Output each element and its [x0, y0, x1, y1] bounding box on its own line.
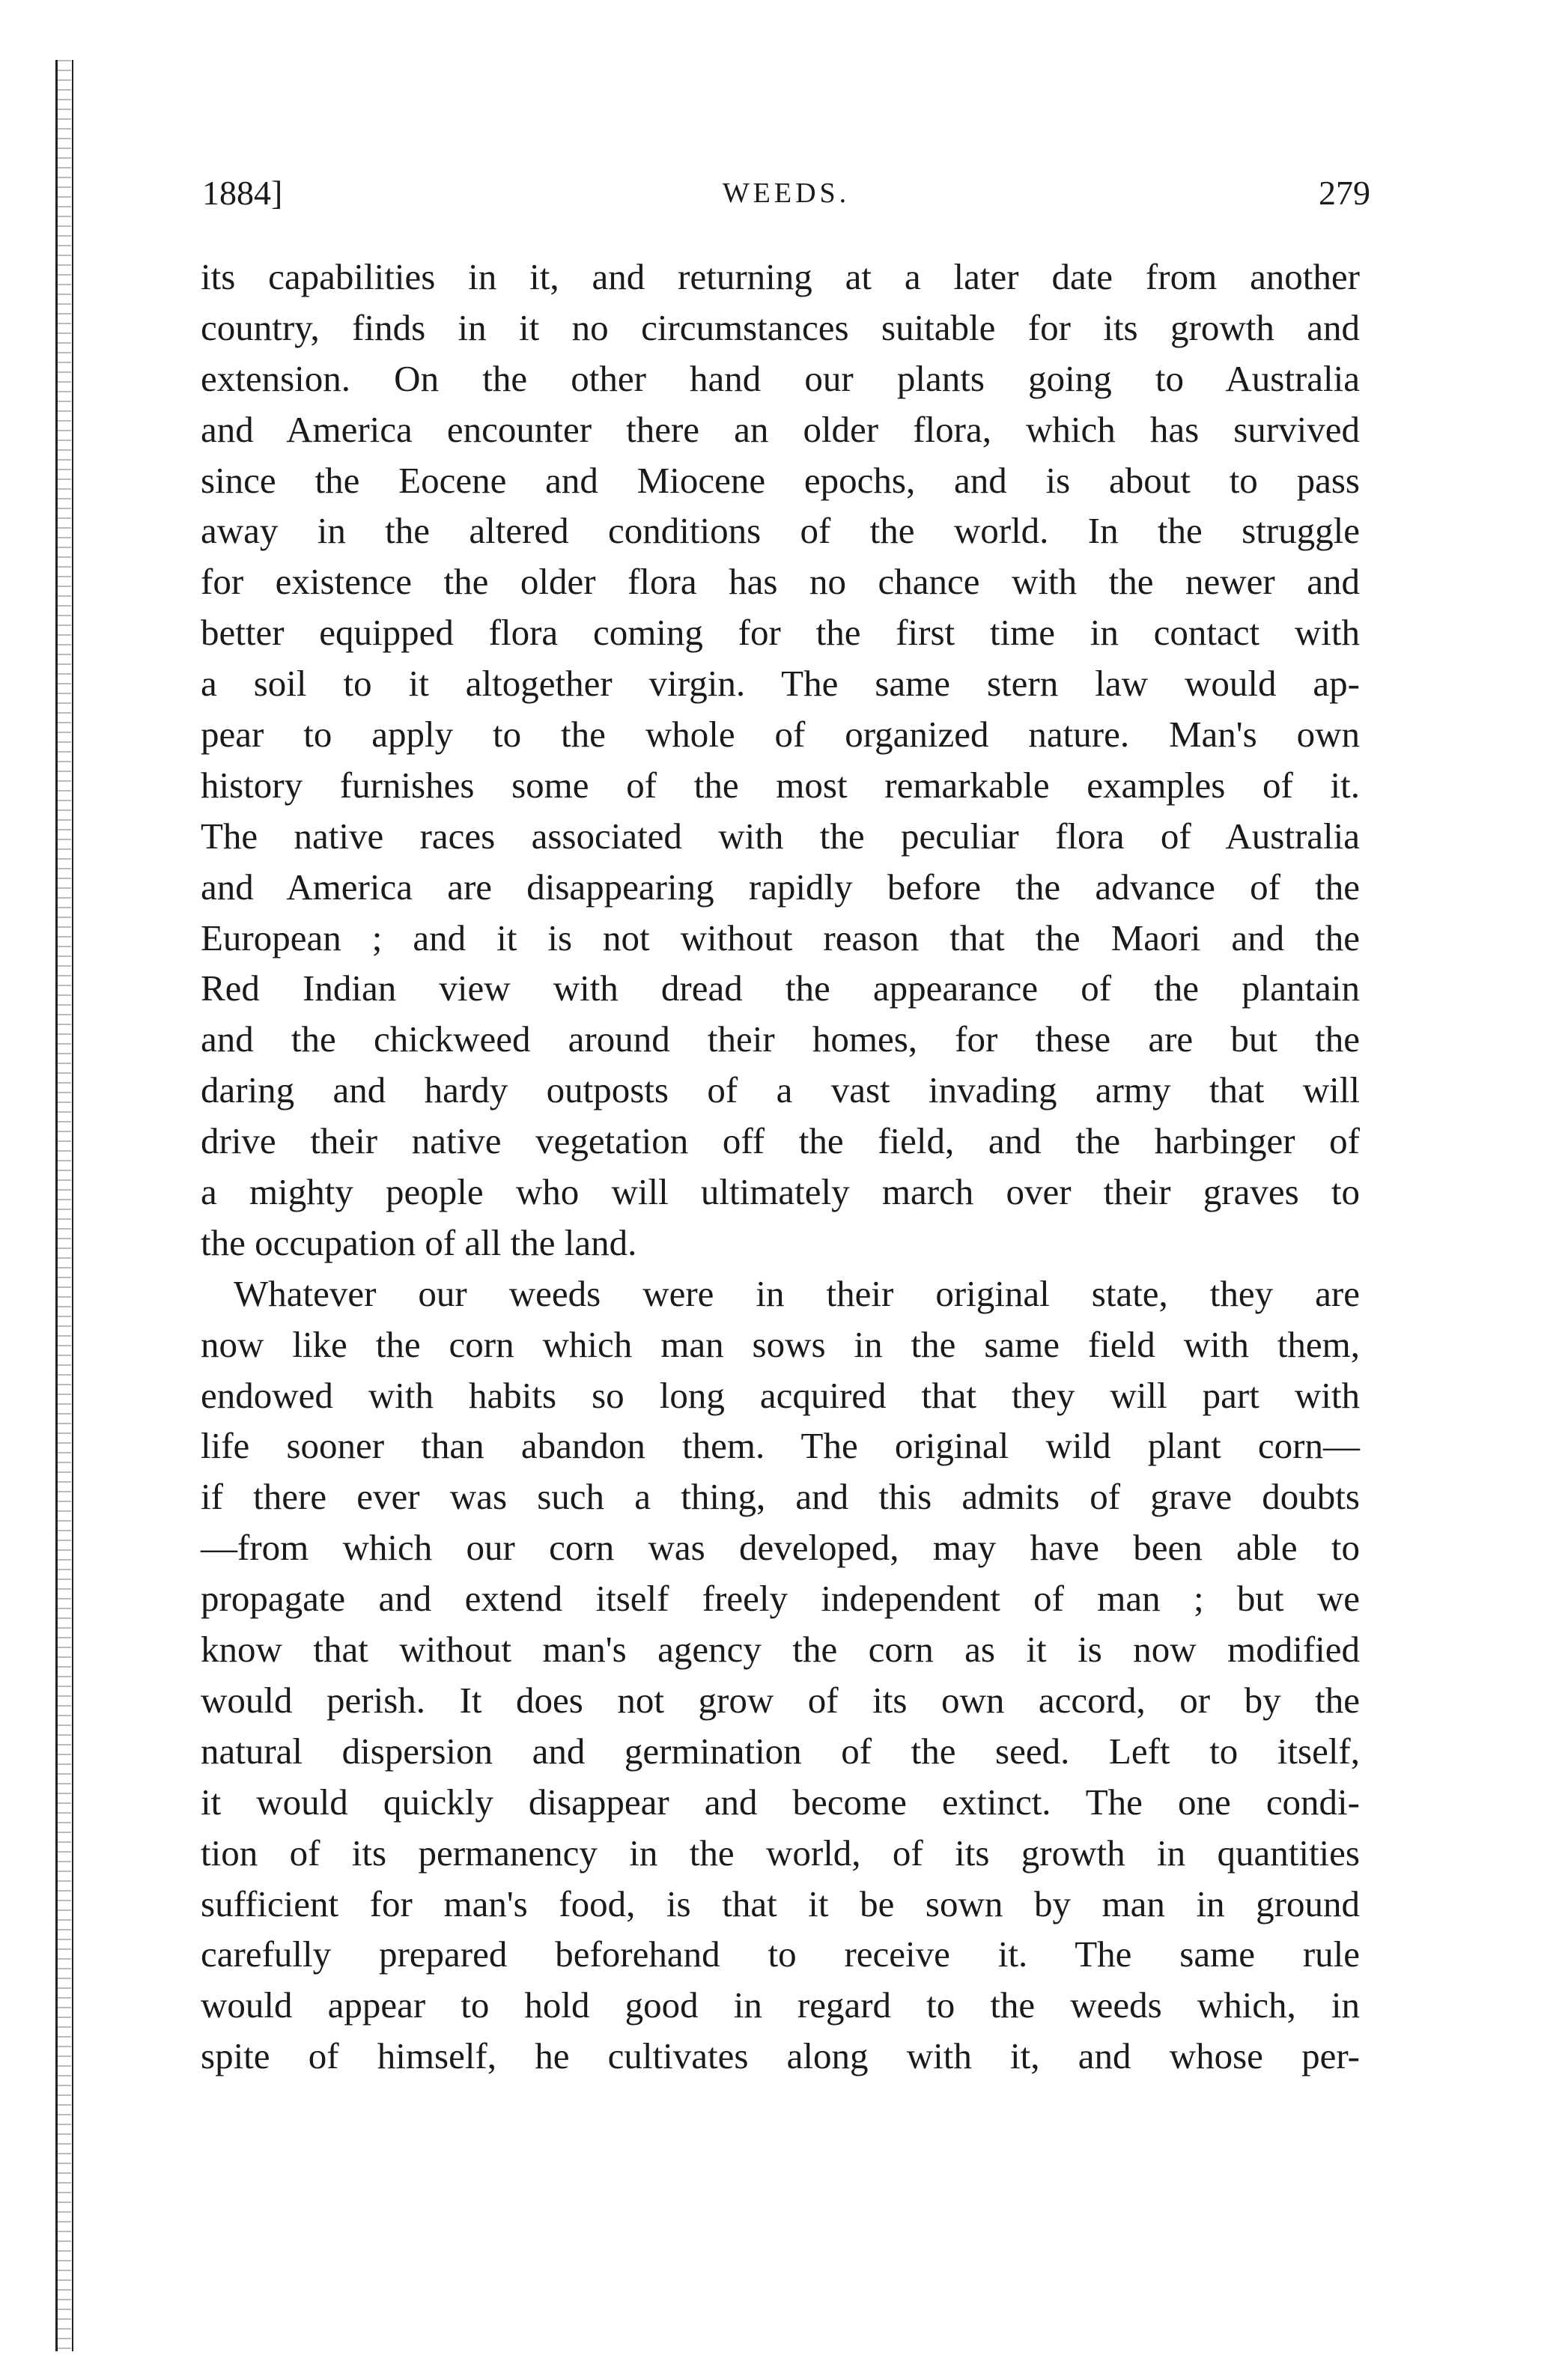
text-line: and America are disappearing rapidly before the advance of the — [201, 866, 1360, 908]
running-header — [202, 171, 1370, 216]
text-line: if there ever was such a thing, and this admits of grave doubts — [201, 1476, 1360, 1518]
text-line: Red Indian view with dread the appearance of the plantain — [201, 967, 1360, 1009]
paragraph — [201, 1268, 1360, 2082]
page-number: 279 — [1319, 174, 1370, 212]
text-line: The native races associated with the peculiar flora of Australia — [201, 815, 1360, 857]
text-line: it would quickly disappear and become extinct. The one condi- — [201, 1781, 1360, 1823]
page-body — [201, 252, 1360, 2082]
binding-line — [72, 60, 73, 2351]
text-line: daring and hardy outposts of a vast invading army that will — [201, 1069, 1360, 1111]
text-line: carefully prepared beforehand to receive it. The same rule — [201, 1933, 1360, 1975]
text-line: a mighty people who will ultimately march over their graves to — [201, 1171, 1360, 1213]
paragraph — [201, 252, 1360, 1268]
text-line: know that without man's agency the corn as it is now modified — [201, 1629, 1360, 1671]
text-line: history furnishes some of the most remarkable examples of it. — [201, 764, 1360, 806]
text-line: now like the corn which man sows in the same field with them, — [201, 1323, 1360, 1365]
binding-edge — [52, 60, 82, 2351]
text-line: pear to apply to the whole of organized nature. Man's own — [201, 714, 1360, 756]
header-year: 1884] — [202, 174, 283, 212]
text-line: country, finds in it no circumstances suitable for its growth and — [201, 306, 1360, 348]
text-line: endowed with habits so long acquired that they will part with — [201, 1374, 1360, 1416]
text-line: sufficient for man's food, is that it be sown by man in ground — [201, 1883, 1360, 1924]
text-line: its capabilities in it, and returning at a later date from another — [201, 256, 1360, 297]
text-line: would appear to hold good in regard to the weeds which, in — [201, 1984, 1360, 2026]
text-line: the occupation of all the land. — [201, 1221, 637, 1263]
text-line: for existence the older flora has no chance with the newer and — [201, 561, 1360, 603]
text-line: life sooner than abandon them. The original wild plant corn— — [201, 1425, 1360, 1467]
header-title: WEEDS. — [722, 177, 851, 209]
text-line: and the chickweed around their homes, for these are but the — [201, 1018, 1360, 1060]
text-line: and America encounter there an older flora, which has survived — [201, 408, 1360, 450]
text-line: better equipped flora coming for the first time in contact with — [201, 612, 1360, 654]
text-line: European ; and it is not without reason that the Maori and the — [201, 917, 1360, 958]
text-line: natural dispersion and germination of the seed. Left to itself, — [201, 1730, 1360, 1772]
text-line: away in the altered conditions of the world. In the struggle — [201, 510, 1360, 552]
text-line: a soil to it altogether virgin. The same stern law would ap- — [201, 663, 1360, 705]
text-line: propagate and extend itself freely independent of man ; but we — [201, 1578, 1360, 1620]
binding-speckle — [58, 60, 71, 2351]
text-line: would perish. It does not grow of its own accord, or by the — [201, 1679, 1360, 1721]
text-line: drive their native vegetation off the field, and the harbinger of — [201, 1120, 1360, 1162]
text-line: spite of himself, he cultivates along with it, and whose per- — [201, 2035, 1360, 2077]
text-line: extension. On the other hand our plants going to Australia — [201, 357, 1360, 399]
text-line: tion of its permanency in the world, of its growth in quantities — [201, 1832, 1360, 1874]
text-line: Whatever our weeds were in their original state, they are — [234, 1272, 1360, 1314]
text-line: —from which our corn was developed, may have been able to — [201, 1527, 1360, 1569]
text-line: since the Eocene and Miocene epochs, and is about to pass — [201, 459, 1360, 501]
